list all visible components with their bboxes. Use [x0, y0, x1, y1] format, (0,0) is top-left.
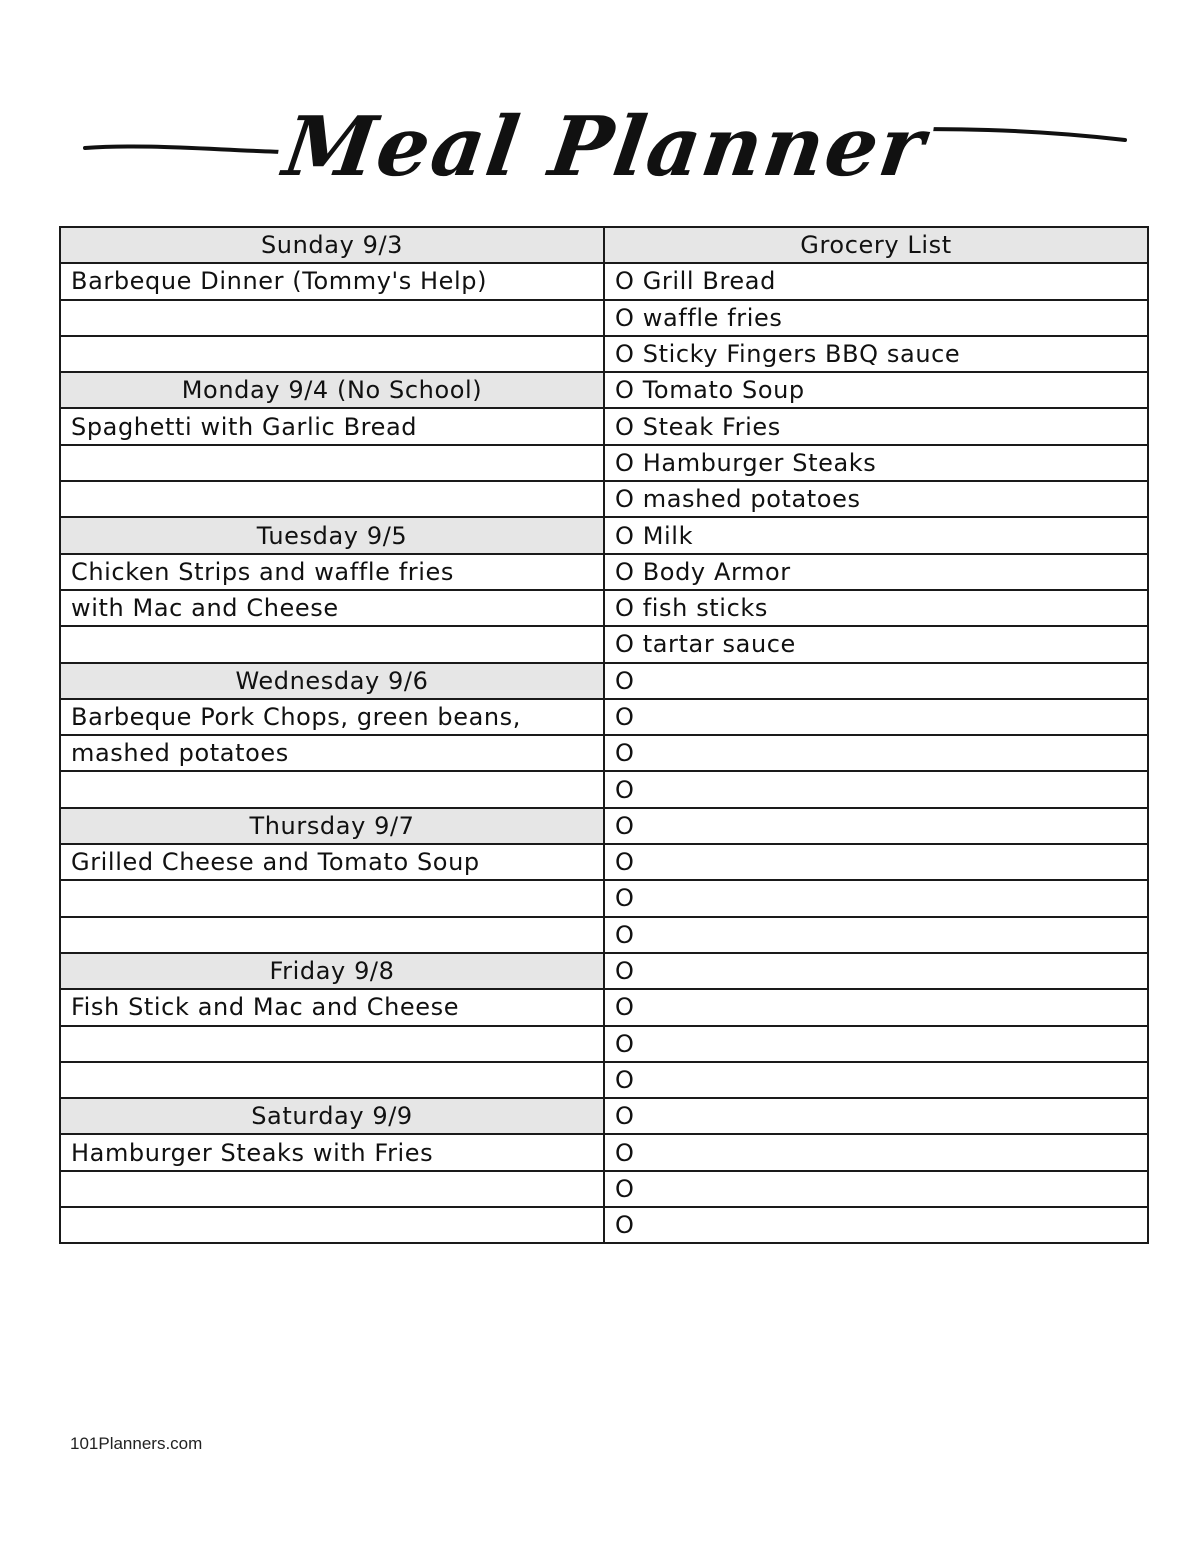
- grocery-item[interactable]: [604, 880, 1148, 916]
- grocery-item[interactable]: [604, 300, 1148, 336]
- grocery-item[interactable]: [604, 1062, 1148, 1098]
- meal-planner-table: [59, 226, 1149, 1244]
- meal-line[interactable]: [60, 1207, 604, 1243]
- table-row: [60, 808, 1148, 844]
- grocery-item[interactable]: [604, 953, 1148, 989]
- day-header: Saturday 9/9: [60, 1098, 604, 1134]
- grocery-item[interactable]: [604, 263, 1148, 299]
- checkbox-circle-icon[interactable]: O: [615, 920, 635, 949]
- grocery-item[interactable]: [604, 372, 1148, 408]
- grocery-item[interactable]: [604, 445, 1148, 481]
- grocery-item-label: Tomato Soup: [642, 376, 805, 405]
- checkbox-circle-icon[interactable]: O: [615, 303, 635, 332]
- table-row: [60, 844, 1148, 880]
- table-row: [60, 372, 1148, 408]
- grocery-item[interactable]: [604, 771, 1148, 807]
- grocery-item[interactable]: [604, 408, 1148, 444]
- table-row: [60, 336, 1148, 372]
- grocery-item[interactable]: [604, 1026, 1148, 1062]
- checkbox-circle-icon[interactable]: O: [615, 557, 635, 586]
- checkbox-circle-icon[interactable]: O: [615, 412, 635, 441]
- day-header: Friday 9/8: [60, 953, 604, 989]
- checkbox-circle-icon[interactable]: O: [615, 848, 635, 877]
- grocery-item[interactable]: [604, 808, 1148, 844]
- table-row: [60, 445, 1148, 481]
- checkbox-circle-icon[interactable]: O: [615, 521, 635, 550]
- table-row: [60, 771, 1148, 807]
- table-row: [60, 590, 1148, 626]
- checkbox-circle-icon[interactable]: O: [615, 1102, 635, 1131]
- meal-line[interactable]: [60, 1062, 604, 1098]
- grocery-item[interactable]: [604, 626, 1148, 662]
- day-header: Monday 9/4 (No School): [60, 372, 604, 408]
- day-header: Thursday 9/7: [60, 808, 604, 844]
- meal-line[interactable]: with Mac and Cheese: [60, 590, 604, 626]
- grocery-item-label: fish sticks: [642, 594, 768, 623]
- table-row: [60, 517, 1148, 553]
- meal-line[interactable]: Fish Stick and Mac and Cheese: [60, 989, 604, 1025]
- checkbox-circle-icon[interactable]: O: [615, 775, 635, 804]
- grocery-item[interactable]: [604, 1171, 1148, 1207]
- grocery-item[interactable]: [604, 735, 1148, 771]
- table-row: [60, 1062, 1148, 1098]
- meal-line[interactable]: [60, 917, 604, 953]
- meal-line[interactable]: [60, 445, 604, 481]
- meal-line[interactable]: [60, 481, 604, 517]
- checkbox-circle-icon[interactable]: O: [615, 594, 635, 623]
- checkbox-circle-icon[interactable]: O: [615, 666, 635, 695]
- grocery-item-label: Sticky Fingers BBQ sauce: [642, 340, 961, 369]
- checkbox-circle-icon[interactable]: O: [615, 485, 635, 514]
- day-header: Tuesday 9/5: [60, 517, 604, 553]
- meal-line[interactable]: Chicken Strips and waffle fries: [60, 554, 604, 590]
- checkbox-circle-icon[interactable]: O: [615, 1029, 635, 1058]
- day-header: Sunday 9/3: [60, 227, 604, 263]
- meal-line[interactable]: [60, 771, 604, 807]
- footer-site-credit: 101Planners.com: [70, 1434, 203, 1453]
- checkbox-circle-icon[interactable]: O: [615, 376, 635, 405]
- checkbox-circle-icon[interactable]: O: [615, 448, 635, 477]
- grocery-item[interactable]: [604, 554, 1148, 590]
- grocery-item[interactable]: [604, 917, 1148, 953]
- table-row: [60, 626, 1148, 662]
- table-row: [60, 1026, 1148, 1062]
- meal-line[interactable]: mashed potatoes: [60, 735, 604, 771]
- checkbox-circle-icon[interactable]: O: [615, 340, 635, 369]
- grocery-item[interactable]: [604, 699, 1148, 735]
- meal-line[interactable]: [60, 336, 604, 372]
- grocery-item[interactable]: [604, 663, 1148, 699]
- grocery-item[interactable]: [604, 1134, 1148, 1170]
- table-row: [60, 1098, 1148, 1134]
- grocery-item[interactable]: [604, 336, 1148, 372]
- table-row: [60, 227, 1148, 263]
- meal-line[interactable]: [60, 1171, 604, 1207]
- table-row: [60, 917, 1148, 953]
- checkbox-circle-icon[interactable]: O: [615, 1174, 635, 1203]
- table-row: [60, 953, 1148, 989]
- grocery-item-label: waffle fries: [642, 303, 783, 332]
- meal-line[interactable]: [60, 1026, 604, 1062]
- grocery-item[interactable]: [604, 517, 1148, 553]
- checkbox-circle-icon[interactable]: O: [615, 811, 635, 840]
- checkbox-circle-icon[interactable]: O: [615, 267, 635, 296]
- table-row: [60, 1134, 1148, 1170]
- meal-line[interactable]: [60, 300, 604, 336]
- table-row: [60, 663, 1148, 699]
- grocery-item[interactable]: [604, 844, 1148, 880]
- table-row: [60, 1207, 1148, 1243]
- checkbox-circle-icon[interactable]: O: [615, 993, 635, 1022]
- checkbox-circle-icon[interactable]: O: [615, 630, 635, 659]
- table-row: [60, 300, 1148, 336]
- table-row: [60, 481, 1148, 517]
- grocery-item[interactable]: [604, 1098, 1148, 1134]
- grocery-item[interactable]: [604, 1207, 1148, 1243]
- title-banner: [80, 60, 1130, 200]
- grocery-item-label: tartar sauce: [642, 630, 796, 659]
- meal-line[interactable]: [60, 626, 604, 662]
- page-title: Meal Planner: [74, 102, 1137, 192]
- grocery-item-label: Milk: [642, 521, 694, 550]
- grocery-item-label: Body Armor: [642, 557, 791, 586]
- checkbox-circle-icon[interactable]: O: [615, 1211, 635, 1240]
- table-row: [60, 699, 1148, 735]
- grocery-item[interactable]: [604, 989, 1148, 1025]
- meal-line[interactable]: Barbeque Pork Chops, green beans,: [60, 699, 604, 735]
- checkbox-circle-icon[interactable]: O: [615, 703, 635, 731]
- table-row: [60, 880, 1148, 916]
- meal-line[interactable]: Grilled Cheese and Tomato Soup: [60, 844, 604, 880]
- meal-line[interactable]: Spaghetti with Garlic Bread: [60, 408, 604, 444]
- table-row: [60, 735, 1148, 771]
- grocery-item-label: Grill Bread: [642, 267, 776, 296]
- grocery-item[interactable]: [604, 481, 1148, 517]
- meal-line[interactable]: [60, 880, 604, 916]
- checkbox-circle-icon[interactable]: O: [615, 884, 635, 913]
- meal-line[interactable]: Barbeque Dinner (Tommy's Help): [60, 263, 604, 299]
- day-header: Wednesday 9/6: [60, 663, 604, 699]
- grocery-item-label: Hamburger Steaks: [642, 448, 877, 477]
- grocery-item-label: Steak Fries: [642, 412, 781, 441]
- checkbox-circle-icon[interactable]: O: [615, 1065, 635, 1094]
- table-row: [60, 554, 1148, 590]
- table-row: [60, 1171, 1148, 1207]
- table-row: [60, 263, 1148, 299]
- checkbox-circle-icon[interactable]: O: [615, 1138, 635, 1167]
- grocery-item-label: mashed potatoes: [642, 485, 861, 514]
- checkbox-circle-icon[interactable]: O: [615, 957, 635, 986]
- table-row: [60, 408, 1148, 444]
- meal-line[interactable]: Hamburger Steaks with Fries: [60, 1134, 604, 1170]
- table-row: [60, 989, 1148, 1025]
- grocery-list-header: Grocery List: [604, 227, 1148, 263]
- grocery-item[interactable]: [604, 590, 1148, 626]
- checkbox-circle-icon[interactable]: O: [615, 739, 635, 768]
